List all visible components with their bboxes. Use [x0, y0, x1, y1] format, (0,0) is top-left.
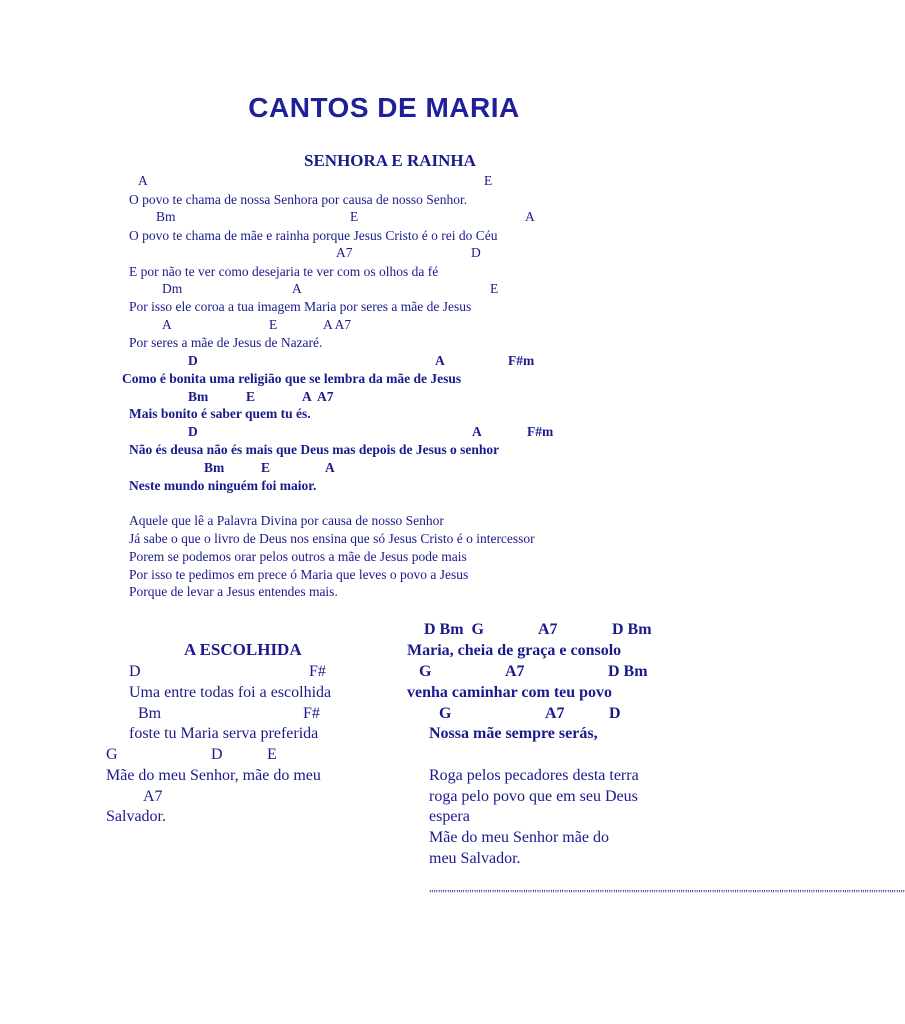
chord: Dm: [162, 281, 183, 296]
page-title: CANTOS DE MARIA: [248, 92, 520, 123]
lyric-line: Salvador.: [106, 808, 166, 825]
lyric-line: Aquele que lê a Palavra Divina por causa de nosso Senhor: [129, 513, 444, 528]
chord: D: [188, 424, 198, 439]
chord: G: [106, 746, 118, 763]
lyric-line: Mãe do meu Senhor mãe do: [429, 829, 609, 846]
chord: A: [472, 424, 482, 439]
chord: E: [484, 173, 493, 188]
chord: D: [471, 245, 481, 260]
lyric-line: Mãe do meu Senhor, mãe do meu: [106, 767, 321, 784]
chord: E: [350, 209, 359, 224]
chord: A7: [538, 621, 558, 638]
chord: A7: [505, 663, 525, 680]
chord: A A7: [302, 389, 334, 404]
chord: E: [267, 746, 277, 763]
lyric-line: Não és deusa não és mais que Deus mas depois de Jesus o senhor: [129, 442, 500, 457]
chord: F#: [309, 663, 326, 680]
chord: F#: [303, 705, 320, 722]
lyric-line: Por seres a mãe de Jesus de Nazaré.: [129, 335, 323, 350]
chord: A7: [545, 705, 565, 722]
lyric-line: Roga pelos pecadores desta terra: [429, 767, 639, 784]
chord: Bm: [156, 209, 176, 224]
chord: A7: [143, 788, 163, 805]
chord: D Bm: [612, 621, 652, 638]
lyric-line: Maria, cheia de graça e consolo: [407, 642, 622, 659]
chord: D Bm G: [424, 621, 484, 638]
chord: D Bm: [608, 663, 648, 680]
lyric-line: roga pelo povo que em seu Deus: [429, 788, 638, 805]
lyric-line: Mais bonito é saber quem tu és.: [129, 406, 311, 421]
chord: Bm: [138, 705, 162, 722]
chord: D: [188, 353, 198, 368]
chord: E: [246, 389, 256, 404]
chord: A: [525, 209, 535, 224]
lyric-line: meu Salvador.: [429, 850, 521, 867]
song-title: SENHORA E RAINHA: [304, 151, 476, 170]
chord: D: [211, 746, 223, 763]
lyric-line: Neste mundo ninguém foi maior.: [129, 478, 317, 493]
lyric-line: Como é bonita uma religião que se lembra da mãe de Jesus: [122, 371, 462, 386]
chord: A: [292, 281, 302, 296]
chord: Bm: [204, 460, 225, 475]
lyric-line: O povo te chama de mãe e rainha porque Jesus Cristo é o rei do Céu: [129, 228, 498, 243]
chord: G: [439, 705, 452, 722]
lyric-line: venha caminhar com teu povo: [407, 684, 613, 701]
chord: A A7: [323, 317, 352, 332]
chord: F#m: [508, 353, 535, 368]
lyric-line: Por isso te pedimos em prece ó Maria que leves o povo a Jesus: [129, 567, 469, 582]
lyric-line: Já sabe o que o livro de Deus nos ensina que só Jesus Cristo é o intercessor: [129, 531, 535, 546]
lyric-line: E por não te ver como desejaria te ver com os olhos da fé: [129, 264, 439, 279]
lyric-line: Por isso ele coroa a tua imagem Maria por seres a mãe de Jesus: [129, 299, 472, 314]
lyric-line: O povo te chama de nossa Senhora por causa de nosso Senhor.: [129, 192, 468, 207]
song-title: A ESCOLHIDA: [184, 640, 302, 659]
chord: D: [129, 663, 141, 680]
end-mark: """""""""""""""""""""""""""""""""""""""""""""""""""""""""""""""""""""""""""""""""""""""""""""""""""""""""": [429, 888, 905, 900]
chord: E: [490, 281, 499, 296]
chord: A: [325, 460, 335, 475]
chord: E: [269, 317, 278, 332]
chord: A: [138, 173, 148, 188]
lyric-line: Porem se podemos orar pelos outros a mãe de Jesus pode mais: [129, 549, 467, 564]
chord: A: [162, 317, 172, 332]
chord: D: [609, 705, 621, 722]
lyric-line: espera: [429, 808, 470, 825]
lyric-line: Nossa mãe sempre serás,: [429, 725, 598, 742]
chord: E: [261, 460, 271, 475]
chord: F#m: [527, 424, 554, 439]
chord: G: [419, 663, 432, 680]
lyric-line: Uma entre todas foi a escolhida: [129, 684, 332, 701]
chord: A7: [336, 245, 353, 260]
lyric-line: foste tu Maria serva preferida: [129, 725, 319, 742]
chord: Bm: [188, 389, 209, 404]
lyric-line: Porque de levar a Jesus entendes mais.: [129, 584, 338, 599]
chord: A: [435, 353, 445, 368]
